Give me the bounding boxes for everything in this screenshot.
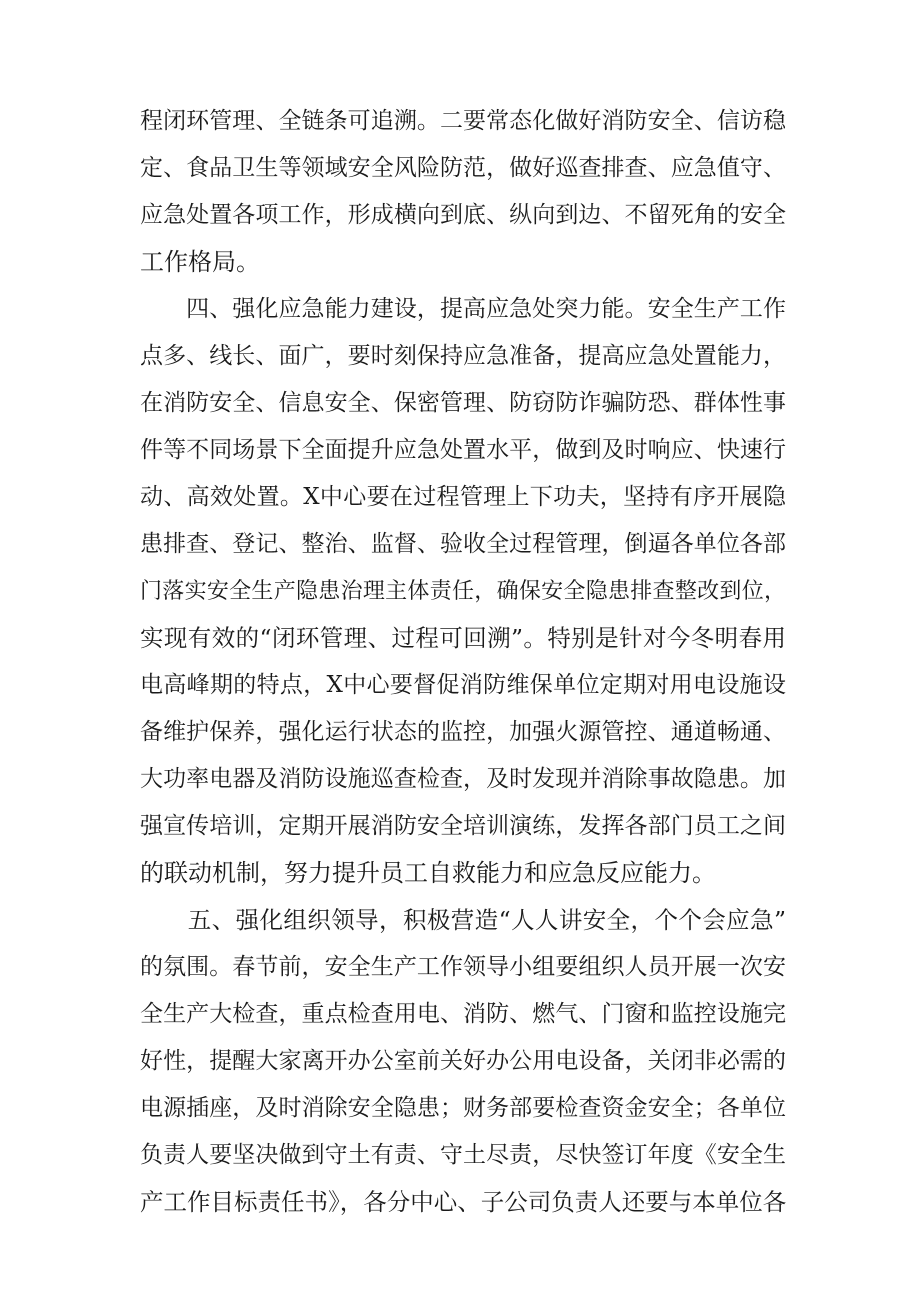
paragraph-section-5 <box>140 897 786 1226</box>
text-line: 电源插座，及时消除安全隐患；财务部要检查资金安全；各单位 <box>140 1095 786 1121</box>
text-line: 负责人要坚决做到守土有责、守土尽责，尽快签订年度《安全生 <box>140 1142 786 1168</box>
text-line: 工作格局。 <box>140 248 260 276</box>
text-line: 的氛围。春节前，安全生产工作领导小组要组织人员开展一次安 <box>140 954 786 980</box>
text-line: 程闭环管理、全链条可追溯。二要常态化做好消防安全、信访稳 <box>140 108 786 134</box>
text-line: 实现有效的“闭环管理、过程可回溯”。特别是针对今冬明春用 <box>140 624 786 652</box>
text-line: 备维护保养，强化运行状态的监控，加强火源管控、通道畅通、 <box>140 719 786 745</box>
text-line: 大功率电器及消防设施巡查检查，及时发现并消除事故隐患。加 <box>140 766 786 792</box>
paragraph-continuation <box>140 98 786 286</box>
text-line: 定、食品卫生等领域安全风险防范，做好巡查排查、应急值守、 <box>140 155 786 181</box>
text-line: 点多、线长、面广，要时刻保持应急准备，提高应急处置能力， <box>140 343 786 369</box>
text-line: 在消防安全、信息安全、保密管理、防窃防诈骗防恐、群体性事 <box>140 390 786 416</box>
text-line: 强宣传培训，定期开展消防安全培训演练，发挥各部门员工之间 <box>140 813 786 839</box>
text-line: 件等不同场景下全面提升应急处置水平，做到及时响应、快速行 <box>140 437 786 463</box>
text-line: 四、强化应急能力建设，提高应急处突力能。安全生产工作 <box>140 296 786 322</box>
document-body <box>140 98 786 1226</box>
text-line: 五、强化组织领导，积极营造“人人讲安全，个个会应急” <box>140 906 786 934</box>
text-line: 门落实安全生产隐患治理主体责任，确保安全隐患排查整改到位， <box>140 579 786 604</box>
text-line: 电高峰期的特点，X中心要督促消防维保单位定期对用电设施设 <box>140 672 786 698</box>
text-line: 好性，提醒大家离开办公室前关好办公用电设备，关闭非必需的 <box>140 1048 786 1074</box>
text-line: 患排查、登记、整治、监督、验收全过程管理，倒逼各单位各部 <box>140 531 786 557</box>
text-line: 的联动机制，努力提升员工自救能力和应急反应能力。 <box>140 859 716 887</box>
text-line: 应急处置各项工作，形成横向到底、纵向到边、不留死角的安全 <box>140 202 786 228</box>
text-line: 全生产大检查，重点检查用电、消防、燃气、门窗和监控设施完 <box>140 1001 786 1027</box>
text-line: 动、高效处置。X中心要在过程管理上下功夫，坚持有序开展隐 <box>140 484 786 510</box>
paragraph-section-4 <box>140 286 786 897</box>
text-line: 产工作目标责任书》，各分中心、子公司负责人还要与本单位各 <box>140 1188 787 1216</box>
